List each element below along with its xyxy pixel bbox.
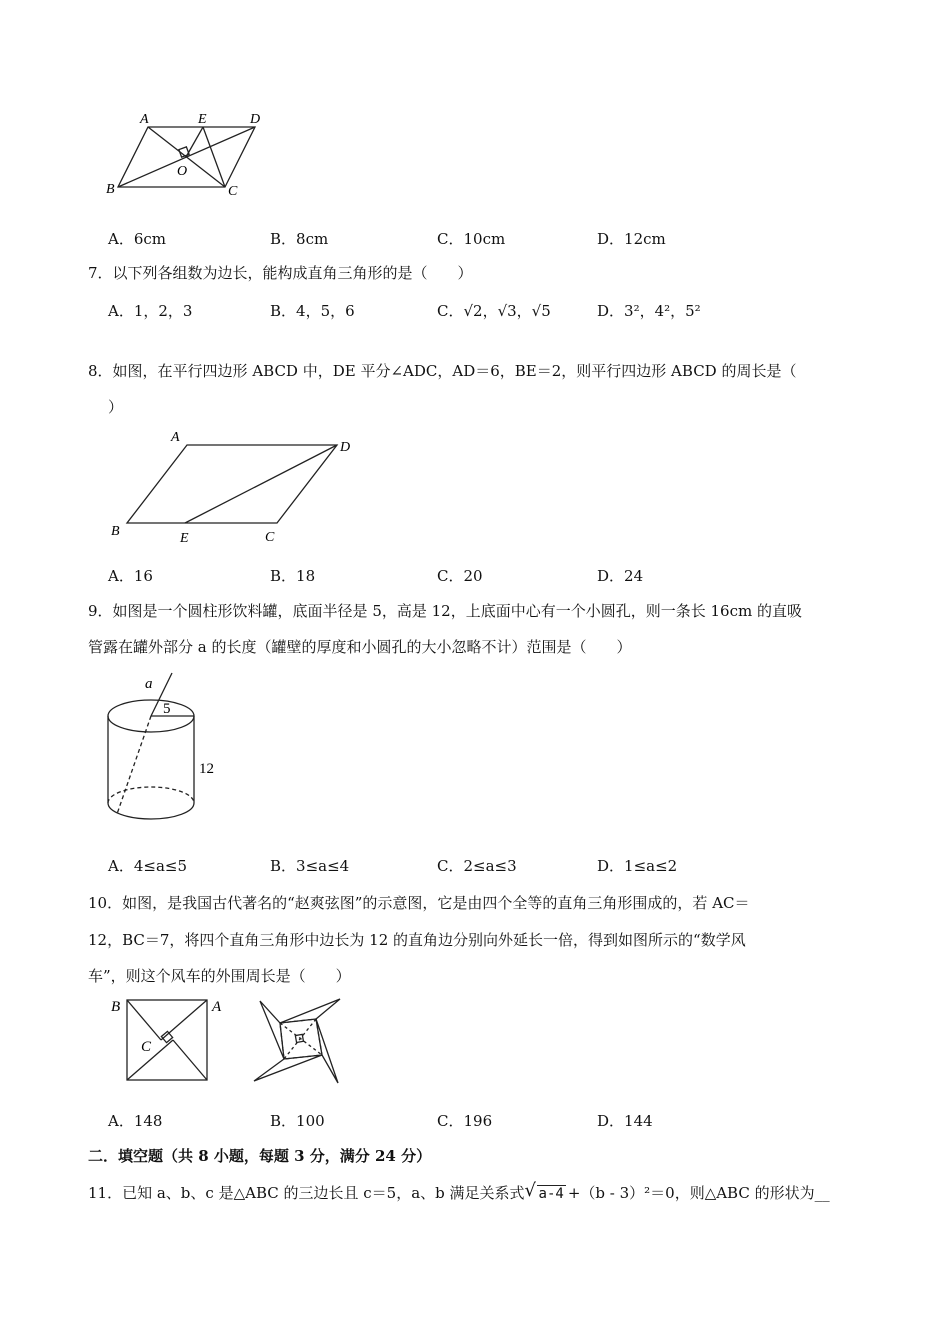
q6-option-a[interactable]: A．6cm — [108, 230, 167, 248]
q9-option-a[interactable]: A．4≤a≤5 — [108, 857, 187, 875]
q11-stem-part1: 11．已知 a、b、c 是△ABC 的三边长且 c＝5，a、b 满足关系式 — [88, 1184, 525, 1202]
q9-stem-line2: 管露在罐外部分 a 的长度（罐壁的厚度和小圆孔的大小忽略不计）范围是（ ） — [88, 638, 632, 656]
fig8-label-d: D — [340, 440, 351, 455]
fig9-label-12: 12 — [199, 761, 214, 777]
q11-radicand: a-4 — [538, 1186, 564, 1202]
q8-stem-line1: 8．如图，在平行四边形 ABCD 中，DE 平分∠ADC，AD＝6，BE＝2，则平行四边形 ABCD 的周长是（ — [88, 362, 797, 380]
q10-option-b[interactable]: B．100 — [270, 1112, 325, 1130]
fig8-label-e: E — [180, 531, 189, 546]
figure-q10-zhaoshuang — [105, 995, 235, 1085]
figure-q8-parallelogram — [105, 425, 365, 550]
fig8-label-c: C — [265, 530, 275, 545]
q11-sqrt — [524, 1180, 566, 1202]
q9-stem-line1: 9．如图是一个圆柱形饮料罐，底面半径是 5，高是 12，上底面中心有一个小圆孔，则一条长 16cm 的直吸 — [88, 602, 802, 620]
q9-option-b[interactable]: B．3≤a≤4 — [270, 857, 350, 875]
q10-stem-line2: 12，BC＝7，将四个直角三角形中边长为 12 的直角边分别向外延长一倍，得到如图所示的“数学风 — [88, 931, 746, 949]
q7-stem: 7．以下列各组数为边长，能构成直角三角形的是（ ） — [88, 264, 473, 282]
q8-stem-line2: ） — [108, 398, 124, 416]
q6-option-d[interactable]: D．12cm — [597, 230, 666, 248]
q6-option-b[interactable]: B．8cm — [270, 230, 329, 248]
q10-option-d[interactable]: D．144 — [597, 1112, 653, 1130]
q7-option-c[interactable]: C．√2，√3，√5 — [437, 302, 551, 320]
fig6-label-o: O — [177, 164, 188, 179]
q9-option-d[interactable]: D．1≤a≤2 — [597, 857, 678, 875]
fig10-label-c: C — [141, 1039, 152, 1055]
q10-stem-line1: 10．如图，是我国古代著名的“赵爽弦图”的示意图，它是由四个全等的直角三角形围成的，若 AC＝ — [88, 894, 750, 912]
fig10-label-a: A — [212, 999, 222, 1015]
figure-q6-parallelogram — [100, 105, 280, 200]
q10-option-a[interactable]: A．148 — [108, 1112, 163, 1130]
q11-answer-blank[interactable]: __ — [814, 1184, 830, 1202]
fig10-label-b: B — [111, 999, 121, 1015]
section-2-title: 二．填空题（共 8 小题，每题 3 分，满分 24 分） — [88, 1147, 432, 1165]
fig6-label-b: B — [106, 182, 115, 197]
sqrt-sign-icon: √ — [524, 1180, 536, 1201]
q10-option-c[interactable]: C．196 — [437, 1112, 493, 1130]
figure-q10-pinwheel — [248, 995, 348, 1090]
fig6-label-c: C — [228, 184, 238, 199]
q9-option-c[interactable]: C．2≤a≤3 — [437, 857, 517, 875]
fig9-label-a: a — [145, 676, 153, 692]
fig8-label-b: B — [111, 524, 120, 539]
q8-option-c[interactable]: C．20 — [437, 567, 483, 585]
q7-option-b[interactable]: B．4，5，6 — [270, 302, 355, 320]
fig6-label-d: D — [250, 112, 261, 127]
q6-option-c[interactable]: C．10cm — [437, 230, 506, 248]
q11-stem — [88, 1182, 830, 1203]
q7-option-d[interactable]: D．3²，4²，5² — [597, 302, 701, 320]
fig6-label-a: A — [140, 112, 149, 127]
q8-option-a[interactable]: A．16 — [108, 567, 153, 585]
fig9-label-5: 5 — [163, 701, 171, 717]
q8-option-d[interactable]: D．24 — [597, 567, 644, 585]
q7-option-a[interactable]: A．1，2，3 — [108, 302, 193, 320]
fig6-label-e: E — [198, 112, 207, 127]
q8-option-b[interactable]: B．18 — [270, 567, 316, 585]
q11-stem-part2: +（b - 3）²＝0，则△ABC 的形状为 — [567, 1184, 815, 1202]
fig8-label-a: A — [171, 430, 180, 445]
q10-stem-line3: 车”，则这个风车的外围周长是（ ） — [88, 967, 351, 985]
figure-q9-cylinder — [95, 668, 235, 833]
